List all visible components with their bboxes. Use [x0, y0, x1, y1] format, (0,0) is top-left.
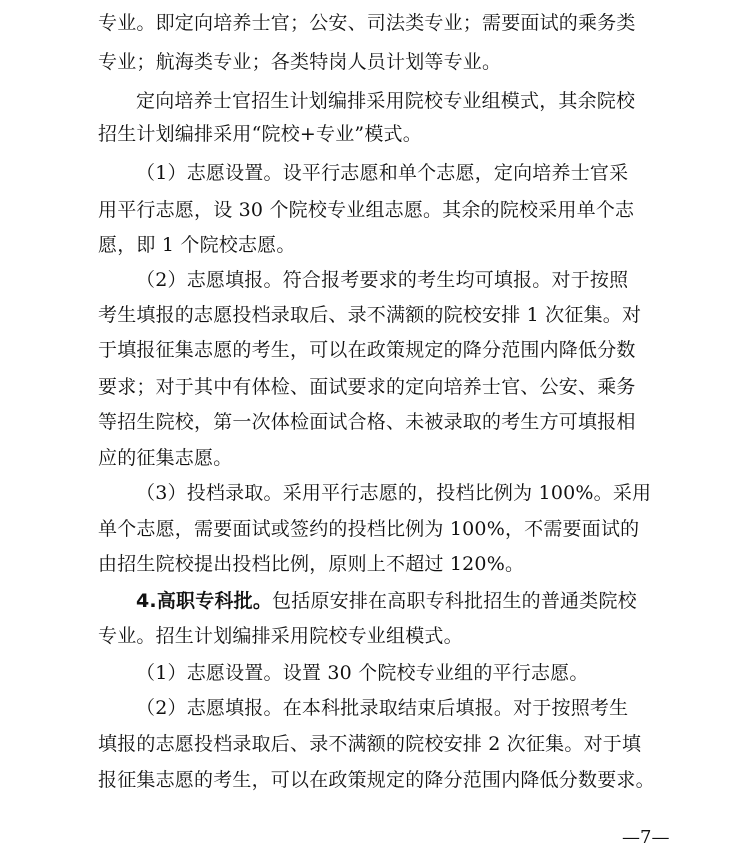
body-line: （2）志愿填报。符合报考要求的考生均可填报。对于按照 [136, 269, 629, 291]
body-line: 填报的志愿投档录取后、录不满额的院校安排 2 次征集。对于填 [98, 733, 642, 755]
body-line: 于填报征集志愿的考生，可以在政策规定的降分范围内降低分数 [98, 339, 636, 361]
body-line: 由招生院校提出投档比例，原则上不超过 120%。 [98, 553, 525, 575]
body-line: （1）志愿设置。设平行志愿和单个志愿，定向培养士官采 [136, 162, 629, 184]
page-number: —7— [622, 827, 670, 848]
body-line: 愿，即 1 个院校志愿。 [98, 234, 296, 256]
body-line: 等招生院校，第一次体检面试合格、未被录取的考生方可填报相 [98, 411, 636, 433]
body-line: （2）志愿填报。在本科批录取结束后填报。对于按照考生 [136, 697, 629, 719]
body-line: 单个志愿，需要面试或签约的投档比例为 100%，不需要面试的 [98, 518, 640, 540]
body-line: 定向培养士官招生计划编排采用院校专业组模式，其余院校 [136, 90, 636, 112]
body-line: 专业。招生计划编排采用院校专业组模式。 [98, 625, 463, 647]
body-line: （1）志愿设置。设置 30 个院校专业组的平行志愿。 [136, 662, 589, 684]
body-line: 报征集志愿的考生，可以在政策规定的降分范围内降低分数要求。 [98, 769, 655, 791]
section-4-text: 包括原安排在高职专科批招生的普通类院校 [272, 590, 637, 612]
body-line: 考生填报的志愿投档录取后、录不满额的院校安排 1 次征集。对 [98, 304, 642, 326]
section-4-heading: 4.高职专科批。 [136, 590, 273, 612]
body-line: 专业。即定向培养士官；公安、司法类专业；需要面试的乘务类 [98, 12, 636, 34]
section-4-line [136, 586, 637, 616]
body-line: （3）投档录取。采用平行志愿的，投档比例为 100%。采用 [136, 482, 652, 504]
body-line: 专业；航海类专业；各类特岗人员计划等专业。 [98, 51, 502, 73]
body-line: 招生计划编排采用“院校+专业”模式。 [98, 123, 422, 145]
body-line: 应的征集志愿。 [98, 447, 233, 469]
body-line: 要求；对于其中有体检、面试要求的定向培养士官、公安、乘务 [98, 376, 636, 398]
body-line: 用平行志愿，设 30 个院校专业组志愿。其余的院校采用单个志 [98, 199, 635, 221]
